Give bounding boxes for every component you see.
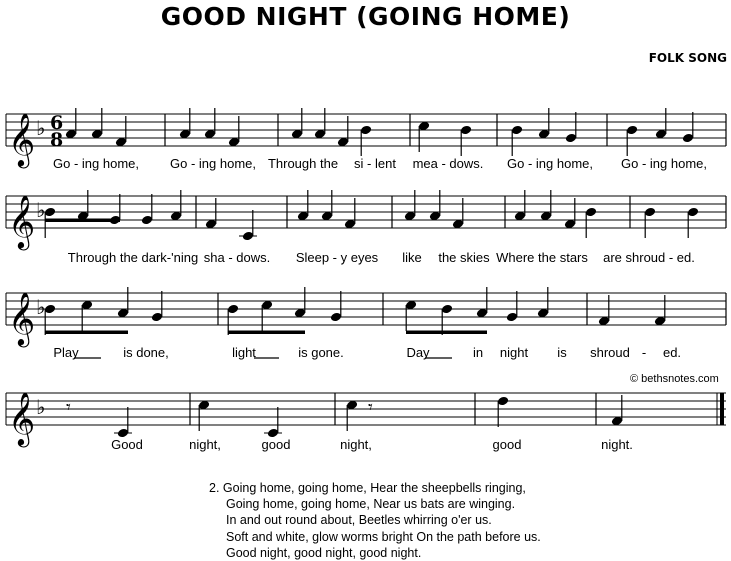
lyric: good [261,437,291,452]
song-title: GOOD NIGHT (GOING HOME) [160,2,571,31]
lyric: like [402,250,422,265]
lyric: Through the dark-'ning [67,250,199,265]
lyric: mea - dows. [412,156,484,171]
lyric: Play [53,345,79,360]
lyric: the skies [438,250,490,265]
copyright-notice: © bethsnotes.com [630,373,719,385]
lyric: Through the [267,156,339,171]
eighth-rest: 𝄾 [368,397,373,418]
note-beam [45,331,128,335]
lyric: night. [601,437,633,452]
time-signature-bottom: 8 [50,129,64,151]
note-beam [45,219,120,223]
lyric: ed. [662,345,682,360]
lyric: night, [189,437,221,452]
lyric: light [232,345,256,360]
lyric: Go - ing home, [170,156,256,171]
treble-clef: 𝄞 [8,194,36,248]
flat-sign: ♭ [36,295,46,319]
treble-clef: 𝄞 [8,112,36,166]
lyric: si - lent [354,156,396,171]
treble-clef: 𝄞 [8,291,36,345]
verse-number: 2. [209,481,220,495]
lyric: is gone. [298,345,344,360]
lyric: good [492,437,522,452]
verse-line: Going home, going home, Near us bats are winging. [226,497,516,512]
lyric: Where the stars [496,250,588,265]
verse-text: Going home, going home, Hear the sheepbells ringing, [222,481,526,495]
lyric: night [499,345,529,360]
verse-2 [209,480,541,561]
note-beam [228,331,305,335]
lyric: Go - ing home, [507,156,593,171]
lyric: are shroud - ed. [603,250,695,265]
lyric: Go - ing home, [621,156,707,171]
verse-line [209,480,541,496]
lyric: is done, [123,345,169,360]
verse-line: In and out round about, Beetles whirring o'er us. [226,513,492,528]
song-subtitle: FOLK SONG [648,51,727,65]
verse-line: Soft and white, glow worms bright On the path before us. [226,529,541,544]
eighth-rest: 𝄾 [66,397,71,418]
verse-line: Good night, good night, good night. [226,545,422,560]
lyric: is [557,345,567,360]
lyric: Sleep - y eyes [295,250,379,265]
flat-sign: ♭ [36,116,46,140]
final-barline-thick [720,393,724,425]
time-signature-top: 6 [50,112,64,134]
lyric: in [472,345,484,360]
lyric: night, [340,437,372,452]
flat-sign: ♭ [36,198,46,222]
treble-clef: 𝄞 [8,391,36,445]
lyric: - [641,345,647,360]
lyric: shroud [590,345,630,360]
lyric: sha - dows. [203,250,271,265]
flat-sign: ♭ [36,395,46,419]
lyric: Day [406,345,430,360]
lyric: Good [111,437,143,452]
note-beam [406,331,487,335]
lyric: Go - ing home, [53,156,139,171]
